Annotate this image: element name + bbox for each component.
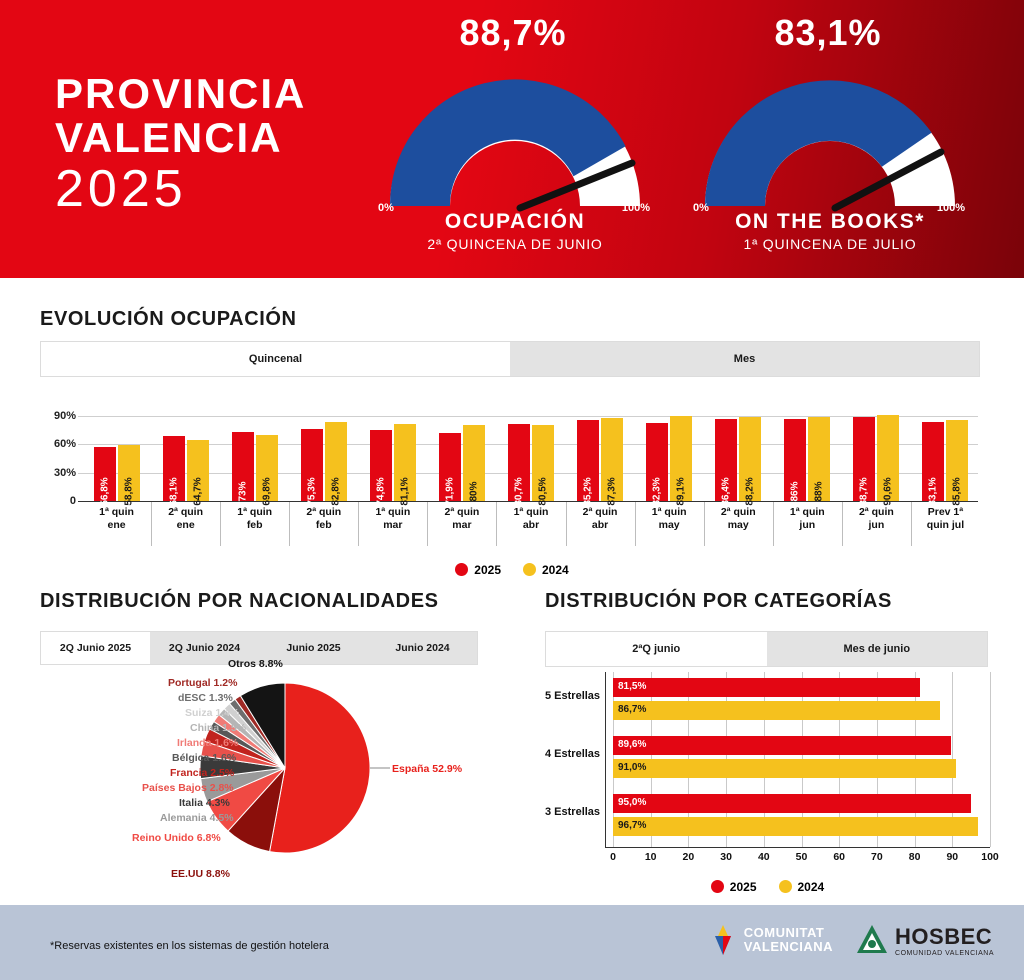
tab-mes-de-junio[interactable]: Mes de junio [767, 632, 988, 666]
bar-value-2025: 80,7% [513, 477, 525, 506]
pie-label: dESC 1.3% [178, 692, 233, 704]
bar-group [157, 406, 215, 506]
x-axis-label: 1ª quin mar [375, 506, 411, 531]
x-axis-label: Prev 1ª quin jul [926, 506, 965, 531]
pie-label: Irlanda 1.6% [177, 737, 239, 749]
gauge-on-the-books-dial [685, 56, 975, 216]
x-separator [842, 502, 843, 546]
bar-2024 [394, 424, 416, 506]
bar-value-2025: 86,4% [720, 477, 732, 506]
bar-value-2025: 88,7% [858, 477, 870, 506]
evolution-y-axis [40, 406, 76, 516]
bar-2024 [877, 415, 899, 506]
cat-bar-value: 95,0% [618, 797, 647, 808]
bar-group [502, 406, 560, 506]
bar-2024 [187, 440, 209, 506]
category-row [545, 730, 990, 788]
cat-legend-label-2024: 2024 [797, 880, 825, 894]
bar-group [88, 406, 146, 506]
x-tick: 70 [871, 851, 883, 863]
cat-legend-swatch-2024 [779, 880, 792, 893]
bar-value-2024: 88% [813, 481, 825, 502]
bar-2025 [715, 419, 737, 506]
nationalities-title: DISTRIBUCIÓN POR NACIONALIDADES [40, 590, 439, 612]
x-separator [289, 502, 290, 546]
legend-item-2024 [523, 563, 569, 577]
legend-swatch-2024 [523, 563, 536, 576]
x-tick: 80 [908, 851, 921, 863]
x-separator [566, 502, 567, 546]
gauge-ocupacion-dial [370, 56, 660, 216]
bar-value-2024: 69,8% [261, 477, 273, 506]
header-banner [0, 0, 1024, 278]
x-axis-label: 2ª quin feb [306, 506, 342, 531]
legend-item-2025 [455, 563, 501, 577]
x-tick: 40 [757, 851, 770, 863]
title-line-2: VALENCIA [55, 114, 283, 161]
x-tick: 50 [795, 851, 808, 863]
tab-junio-2025[interactable]: Junio 2025 [259, 632, 368, 664]
bar-2025 [508, 424, 530, 506]
bar-2024 [601, 418, 623, 506]
cat-bar-2025 [613, 736, 951, 755]
x-separator [704, 502, 705, 546]
pie-label: Alemania 4.5% [160, 812, 234, 824]
x-axis-label: 2ª quin mar [444, 506, 480, 531]
page-title [55, 72, 306, 218]
x-tick: 60 [833, 851, 846, 863]
x-axis-label: 2ª quin may [720, 506, 756, 531]
gauge-on-the-books [685, 12, 975, 252]
cat-bar-value: 86,7% [618, 704, 647, 715]
comunitat-valenciana-icon [709, 923, 737, 957]
x-separator [151, 502, 152, 546]
x-tick: 100 [981, 851, 999, 863]
x-separator [911, 502, 912, 546]
bar-value-2025: 74,8% [375, 477, 387, 506]
tab-junio-2024[interactable]: Junio 2024 [368, 632, 477, 664]
tab-quincenal[interactable]: Quincenal [41, 342, 510, 376]
pie-label: Reino Unido 6.8% [132, 832, 221, 844]
pie-label: Suiza 1.4% [185, 707, 240, 719]
y-tick: 60% [53, 438, 76, 450]
gauge-on-the-books-title: ON THE BOOKS* [735, 210, 925, 233]
bar-2025 [784, 419, 806, 501]
x-tick: 10 [644, 851, 657, 863]
categories-legend [545, 880, 990, 894]
title-line-3: 2025 [55, 160, 187, 218]
bar-2025 [94, 447, 116, 506]
cat-bar-value: 91,0% [618, 762, 647, 773]
bar-value-2025: 82,3% [651, 477, 663, 506]
bar-2025 [163, 436, 185, 506]
evolution-bars [82, 406, 980, 506]
logo-comunitat-valenciana [709, 923, 833, 957]
categories-x-axis [605, 847, 999, 867]
x-axis-label: 1ª quin abr [513, 506, 549, 531]
nationalities-pie-chart [40, 650, 510, 880]
pie-label: Otros 8.8% [228, 658, 283, 670]
x-separator [773, 502, 774, 546]
bar-2024 [808, 417, 830, 501]
logo-cv-line1: COMUNITAT [743, 925, 825, 940]
gauge-on-the-books-subtitle: 1ª QUINCENA DE JULIO [743, 236, 917, 252]
bar-2024 [532, 425, 554, 506]
category-row [545, 788, 990, 846]
x-tick: 30 [720, 851, 732, 863]
categories-plot [545, 672, 999, 863]
bar-value-2024: 89,1% [675, 477, 687, 506]
x-tick: 20 [682, 851, 695, 863]
gauge-ocupacion-max: 100% [621, 202, 650, 214]
bar-2024 [256, 435, 278, 506]
pie-label: Italia 4.3% [179, 797, 230, 809]
x-axis-label: 1ª quin feb [237, 506, 273, 531]
bar-2025 [370, 430, 392, 506]
gauge-on-the-books-min: 0% [693, 202, 709, 214]
legend-label-2024: 2024 [542, 563, 569, 577]
x-axis-label: 1ª quin jun [789, 506, 825, 531]
x-axis-label: 2ª quin ene [168, 506, 204, 531]
cat-legend-swatch-2025 [711, 880, 724, 893]
bar-value-2024: 64,7% [192, 477, 204, 506]
y-tick: 90% [53, 409, 76, 422]
footer-logos [709, 923, 994, 957]
category-label: 3 Estrellas [545, 806, 601, 818]
hosbec-icon [855, 923, 889, 957]
x-separator [496, 502, 497, 546]
cat-bar-value: 81,5% [618, 681, 647, 692]
bar-2024 [946, 420, 968, 506]
footer [0, 905, 1024, 980]
bar-2025 [301, 429, 323, 506]
evolution-title: EVOLUCIÓN OCUPACIÓN [40, 308, 297, 330]
logo-hosbec-sub: COMUNIDAD VALENCIANA [895, 949, 994, 957]
x-separator [427, 502, 428, 546]
bar-value-2024: 80,5% [537, 477, 549, 506]
bar-2025 [439, 433, 461, 506]
x-axis-label: 1ª quin may [651, 506, 687, 531]
bar-value-2024: 58,8% [123, 477, 135, 506]
grid-line [990, 672, 991, 847]
x-separator [358, 502, 359, 546]
x-axis-label: 2ª quin abr [582, 506, 618, 531]
categories-section [545, 590, 999, 894]
bar-value-2024: 80% [468, 481, 480, 502]
bar-group [709, 406, 767, 506]
bar-2024 [325, 422, 347, 506]
cat-bar-2024 [613, 701, 940, 720]
bar-group [916, 406, 974, 506]
category-row [545, 672, 990, 730]
categories-title: DISTRIBUCIÓN POR CATEGORÍAS [545, 590, 892, 612]
bar-value-2025: 73% [237, 481, 249, 502]
bar-group [433, 406, 491, 506]
gauge-ocupacion [370, 12, 660, 252]
bar-value-2024: 87,3% [606, 477, 618, 506]
tab-2q-junio[interactable]: 2ªQ junio [546, 632, 767, 666]
cat-bar-2024 [613, 817, 978, 836]
cat-bar-2025 [613, 678, 920, 697]
tab-2q-junio-2024[interactable]: 2Q Junio 2024 [150, 632, 259, 664]
bar-2024 [739, 417, 761, 506]
categories-rows [545, 672, 990, 846]
pie-label: Francia 2.5% [170, 767, 235, 779]
bar-group [226, 406, 284, 506]
bar-group [640, 406, 698, 506]
pie-label: Países Bajos 2.8% [142, 782, 234, 794]
y-tick: 30% [53, 466, 76, 479]
evolution-tabs[interactable] [40, 341, 980, 377]
bar-value-2025: 75,3% [306, 477, 318, 506]
bar-group [295, 406, 353, 506]
pie-label: China 1.5% [190, 722, 247, 734]
bar-value-2025: 68,1% [168, 477, 180, 506]
gauge-on-the-books-value: 83,1% [774, 12, 882, 53]
logo-cv-line2: VALENCIANA [743, 939, 834, 954]
x-separator [635, 502, 636, 546]
categories-tabs[interactable] [545, 631, 988, 667]
nationalities-section [40, 590, 510, 880]
bar-2025 [853, 417, 875, 506]
y-tick: 0 [69, 495, 76, 507]
x-axis-label: 2ª quin jun [858, 506, 894, 531]
category-label: 4 Estrellas [545, 748, 601, 760]
logo-hosbec [855, 923, 994, 957]
evolution-x-labels [82, 506, 980, 546]
footer-note: *Reservas existentes en los sistemas de gestión hotelera [50, 940, 329, 952]
evolution-legend [0, 563, 1024, 577]
bar-value-2025: 85,2% [582, 477, 594, 506]
cat-bar-value: 89,6% [618, 739, 647, 750]
cat-bar-2025 [613, 794, 971, 813]
gauge-on-the-books-max: 100% [936, 202, 965, 214]
legend-swatch-2025 [455, 563, 468, 576]
bar-value-2024: 90,6% [882, 477, 894, 506]
bar-group [847, 406, 905, 506]
bar-2025 [922, 422, 944, 506]
gauge-ocupacion-title: OCUPACIÓN [444, 210, 586, 233]
cat-legend-label-2025: 2025 [729, 880, 757, 894]
bar-2024 [118, 445, 140, 506]
bar-group [778, 406, 836, 501]
tab-2q-junio-2025[interactable]: 2Q Junio 2025 [41, 632, 150, 664]
cat-bar-2024 [613, 759, 956, 778]
gauge-ocupacion-subtitle: 2ª QUINCENA DE JUNIO [427, 236, 603, 252]
bar-group [364, 406, 422, 506]
bar-2024 [670, 416, 692, 506]
logo-hosbec-name: HOSBEC [895, 923, 993, 949]
cat-legend-item-2025 [711, 880, 757, 894]
bar-value-2024: 81,1% [399, 477, 411, 506]
evolution-axis-line [78, 501, 978, 502]
pie-label: Bélgica 1.6% [172, 752, 237, 764]
bar-2025 [577, 420, 599, 506]
bar-value-2024: 85,8% [951, 477, 963, 506]
x-tick: 0 [610, 851, 616, 863]
bar-2025 [646, 423, 668, 506]
bar-2025 [232, 432, 254, 501]
bar-value-2024: 88,2% [744, 477, 756, 506]
x-separator [220, 502, 221, 546]
gauge-ocupacion-caption [370, 210, 660, 252]
gauge-ocupacion-value: 88,7% [459, 12, 567, 53]
pie-label: EE.UU 8.8% [171, 868, 230, 880]
bar-group [571, 406, 629, 506]
bar-value-2024: 82,8% [330, 477, 342, 506]
x-axis-label: 1ª quin ene [99, 506, 134, 531]
bar-value-2025: 71,9% [444, 477, 456, 506]
bar-value-2025: 83,1% [927, 477, 939, 506]
category-label: 5 Estrellas [545, 690, 601, 702]
bar-value-2025: 86% [789, 481, 801, 502]
cat-bar-value: 96,7% [618, 820, 647, 831]
pie-label: Portugal 1.2% [168, 677, 238, 689]
bar-2024 [463, 425, 485, 501]
x-tick: 90 [946, 851, 959, 863]
gauge-on-the-books-caption [685, 210, 975, 252]
tab-mes[interactable]: Mes [510, 342, 979, 376]
title-line-1: PROVINCIA [55, 70, 307, 117]
bar-value-2025: 56,8% [99, 477, 111, 506]
legend-label-2025: 2025 [474, 563, 501, 577]
cat-legend-item-2024 [779, 880, 825, 894]
gauge-ocupacion-min: 0% [378, 202, 394, 214]
pie-label: España 52.9% [392, 763, 463, 775]
